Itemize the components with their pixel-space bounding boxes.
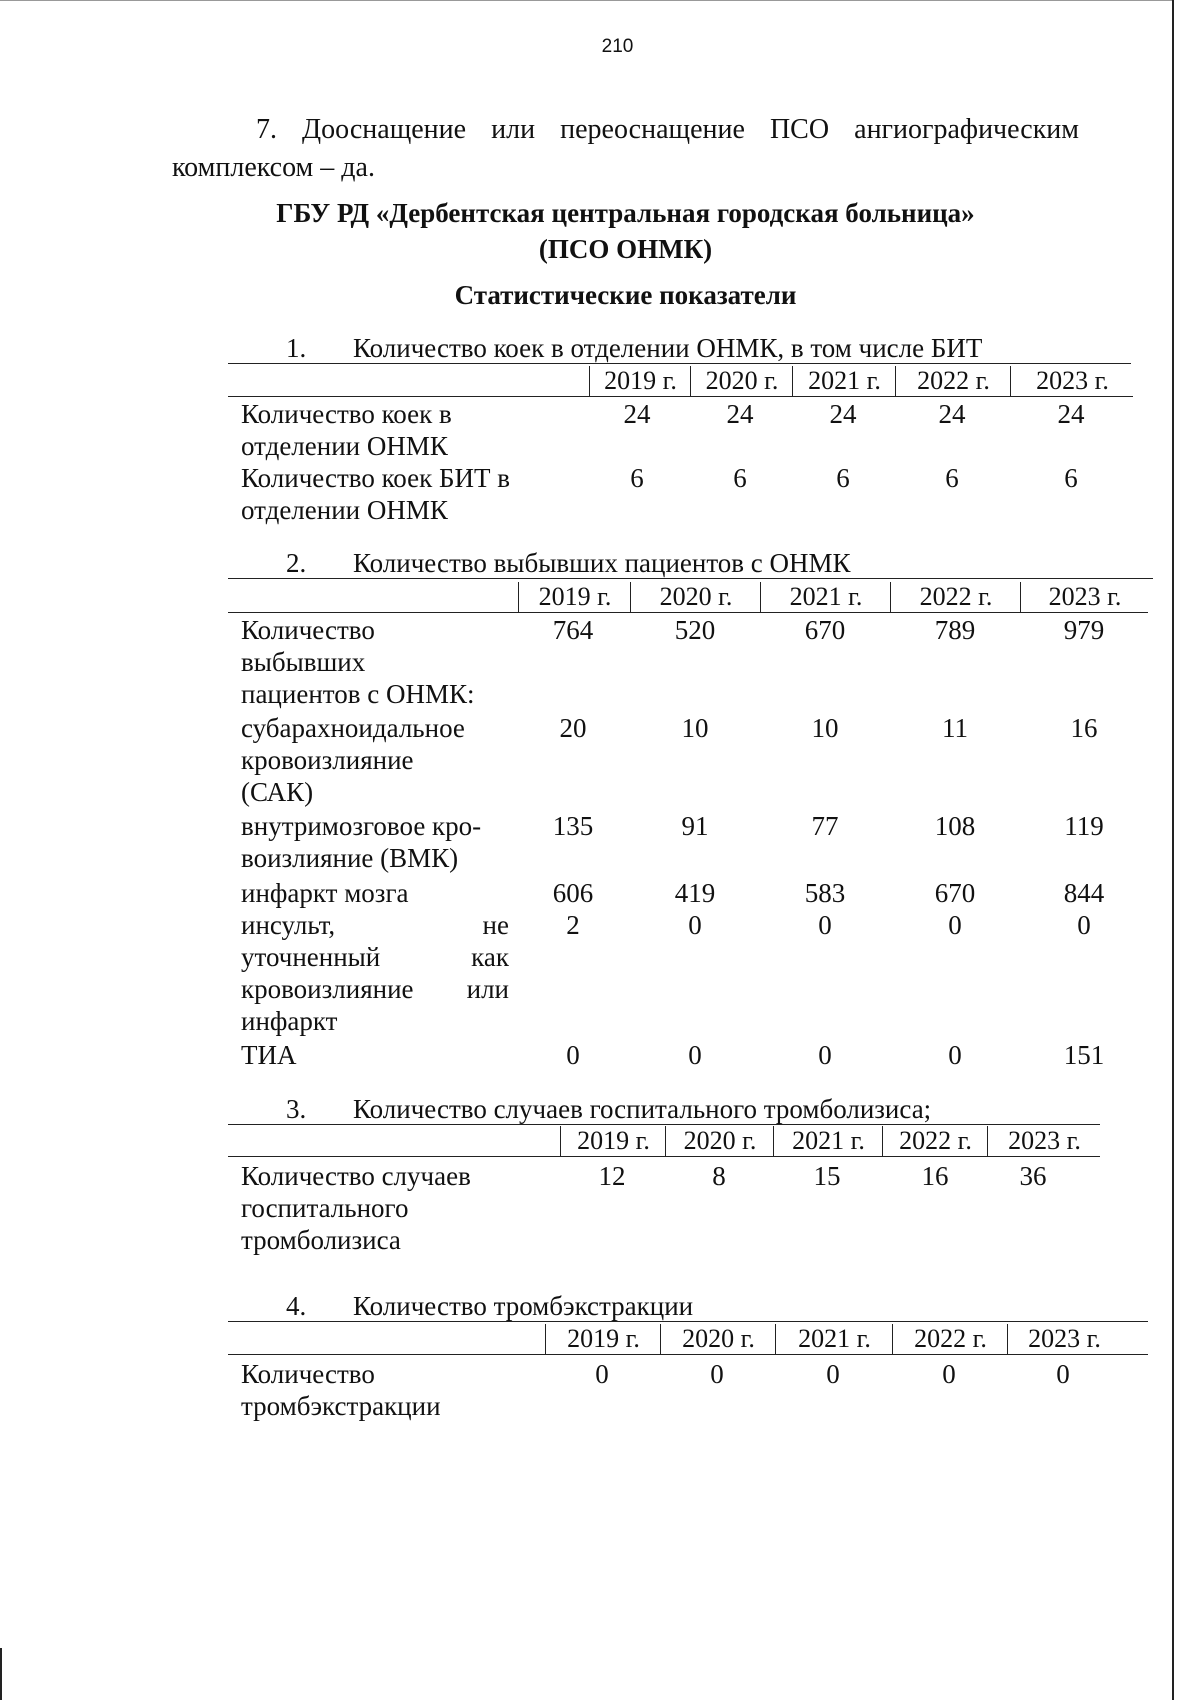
- row-label: кровоизлияние: [241, 745, 414, 775]
- year-header: 2019 г.: [560, 1126, 666, 1156]
- year-header: 2021 г.: [792, 366, 896, 396]
- cell-value: 0: [948, 1040, 962, 1070]
- cell-value: 6: [836, 463, 850, 493]
- row-label: кровоизлияние или: [241, 974, 509, 1004]
- cell-value: 844: [1063, 878, 1105, 908]
- section-title: Количество коек в отделении ОНМК, в том числе БИТ: [353, 333, 983, 363]
- cell-value: 670: [804, 615, 846, 645]
- year-header: 2021 г.: [775, 1324, 893, 1354]
- section-number: 4.: [286, 1291, 307, 1321]
- cell-value: 583: [804, 878, 846, 908]
- section-heading: [228, 1291, 1148, 1322]
- row-label: внутримозговое кро-: [241, 811, 482, 841]
- cell-value: 670: [934, 878, 976, 908]
- table-header-row: [228, 582, 1148, 613]
- cell-value: 606: [552, 878, 594, 908]
- cell-value: 6: [1064, 463, 1078, 493]
- section-subtitle: Статистические показатели: [454, 280, 797, 310]
- title-line-2: (ПСО ОНМК): [538, 234, 713, 264]
- intro-line-2: комплексом – да.: [172, 152, 375, 183]
- intro-paragraph: [172, 111, 1079, 187]
- cell-value: 789: [934, 615, 976, 645]
- section-heading: [228, 1094, 1100, 1125]
- row-label: отделении ОНМК: [241, 431, 448, 461]
- cell-value: 419: [674, 878, 716, 908]
- year-header: 2021 г.: [773, 1126, 883, 1156]
- cell-value: 0: [688, 910, 702, 940]
- cell-value: 0: [948, 910, 962, 940]
- year-header: 2022 г.: [892, 1324, 1008, 1354]
- cell-value: 24: [829, 399, 857, 429]
- section-heading: [228, 333, 1131, 364]
- row-label: отделении ОНМК: [241, 495, 448, 525]
- year-header: 2023 г.: [987, 1126, 1101, 1156]
- year-header: 2023 г.: [1007, 1324, 1121, 1354]
- scan-edge-right: [1172, 0, 1174, 1700]
- section-number: 3.: [286, 1094, 307, 1124]
- cell-value: 16: [921, 1161, 949, 1191]
- cell-value: 0: [1077, 910, 1091, 940]
- cell-value: 77: [811, 811, 839, 841]
- cell-value: 119: [1064, 811, 1104, 841]
- intro-line-1: 7. Дооснащение или переоснащение ПСО ангиографическим: [256, 114, 1079, 145]
- cell-value: 24: [938, 399, 966, 429]
- cell-value: 0: [1056, 1359, 1070, 1389]
- cell-value: 108: [934, 811, 976, 841]
- year-header: 2023 г.: [1020, 582, 1149, 612]
- cell-value: 151: [1063, 1040, 1105, 1070]
- row-label: Количество: [241, 615, 375, 645]
- section-heading: [228, 548, 1153, 579]
- cell-value: 10: [681, 713, 709, 743]
- cell-value: 8: [712, 1161, 726, 1191]
- year-header: 2020 г.: [660, 1324, 776, 1354]
- row-label: пациентов с ОНМК:: [241, 679, 475, 709]
- cell-value: 0: [688, 1040, 702, 1070]
- cell-value: 0: [595, 1359, 609, 1389]
- cell-value: 20: [559, 713, 587, 743]
- year-header: 2019 г.: [518, 582, 631, 612]
- year-header: 2020 г.: [665, 1126, 774, 1156]
- year-header: 2021 г.: [760, 582, 891, 612]
- year-header: 2020 г.: [690, 366, 793, 396]
- page-number: 210: [601, 36, 634, 57]
- section-title: Количество тромбэкстракции: [353, 1291, 694, 1321]
- row-label: тромболизиса: [241, 1225, 401, 1255]
- cell-value: 0: [710, 1359, 724, 1389]
- cell-value: 6: [945, 463, 959, 493]
- scan-edge-top: [0, 0, 1172, 1]
- cell-value: 15: [813, 1161, 841, 1191]
- year-header: 2022 г.: [895, 366, 1011, 396]
- cell-value: 0: [818, 910, 832, 940]
- cell-value: 6: [733, 463, 747, 493]
- cell-value: 11: [942, 713, 968, 743]
- row-label: (САК): [241, 777, 314, 807]
- row-label: субарахноидальное: [241, 713, 465, 743]
- cell-value: 16: [1070, 713, 1098, 743]
- scan-edge-left: [0, 1648, 2, 1700]
- row-label: инфаркт: [241, 1006, 338, 1036]
- row-label: Количество коек в: [241, 399, 452, 429]
- year-header: 2019 г.: [545, 1324, 661, 1354]
- row-label: Количество случаев: [241, 1161, 471, 1191]
- cell-value: 0: [566, 1040, 580, 1070]
- row-label: госпитального: [241, 1193, 409, 1223]
- document-title: [172, 195, 1079, 267]
- year-header: 2022 г.: [882, 1126, 988, 1156]
- table-header-row: [228, 1324, 1148, 1355]
- cell-value: 12: [598, 1161, 626, 1191]
- cell-value: 10: [811, 713, 839, 743]
- section-title: Количество случаев госпитального тромболизиса;: [353, 1094, 932, 1124]
- cell-value: 24: [623, 399, 651, 429]
- row-label: воизлияние (ВМК): [241, 843, 459, 873]
- cell-value: 764: [552, 615, 594, 645]
- row-label: тромбэкстракции: [241, 1391, 441, 1421]
- year-header: 2020 г.: [630, 582, 761, 612]
- cell-value: 0: [942, 1359, 956, 1389]
- table-header-row: [228, 1126, 1100, 1157]
- row-label: инсульт, не: [241, 910, 509, 940]
- row-label: Количество коек БИТ в: [241, 463, 510, 493]
- title-line-1: ГБУ РД «Дербентская центральная городская больница»: [276, 198, 975, 228]
- row-label: Количество: [241, 1359, 375, 1389]
- year-header: 2019 г.: [589, 366, 691, 396]
- cell-value: 36: [1019, 1161, 1047, 1191]
- section-title: Количество выбывших пациентов с ОНМК: [353, 548, 851, 578]
- cell-value: 24: [1057, 399, 1085, 429]
- cell-value: 135: [552, 811, 594, 841]
- row-label: выбывших: [241, 647, 366, 677]
- section-number: 1.: [286, 333, 307, 363]
- cell-value: 979: [1063, 615, 1105, 645]
- cell-value: 2: [566, 910, 580, 940]
- cell-value: 520: [674, 615, 716, 645]
- section-number: 2.: [286, 548, 307, 578]
- cell-value: 91: [681, 811, 709, 841]
- row-label: инфаркт мозга: [241, 878, 409, 908]
- table-header-row: [228, 366, 1133, 397]
- year-header: 2022 г.: [890, 582, 1021, 612]
- row-label: ТИА: [241, 1040, 297, 1070]
- cell-value: 0: [826, 1359, 840, 1389]
- cell-value: 0: [818, 1040, 832, 1070]
- row-label: уточненный как: [241, 942, 509, 972]
- cell-value: 6: [630, 463, 644, 493]
- cell-value: 24: [726, 399, 754, 429]
- year-header: 2023 г.: [1010, 366, 1134, 396]
